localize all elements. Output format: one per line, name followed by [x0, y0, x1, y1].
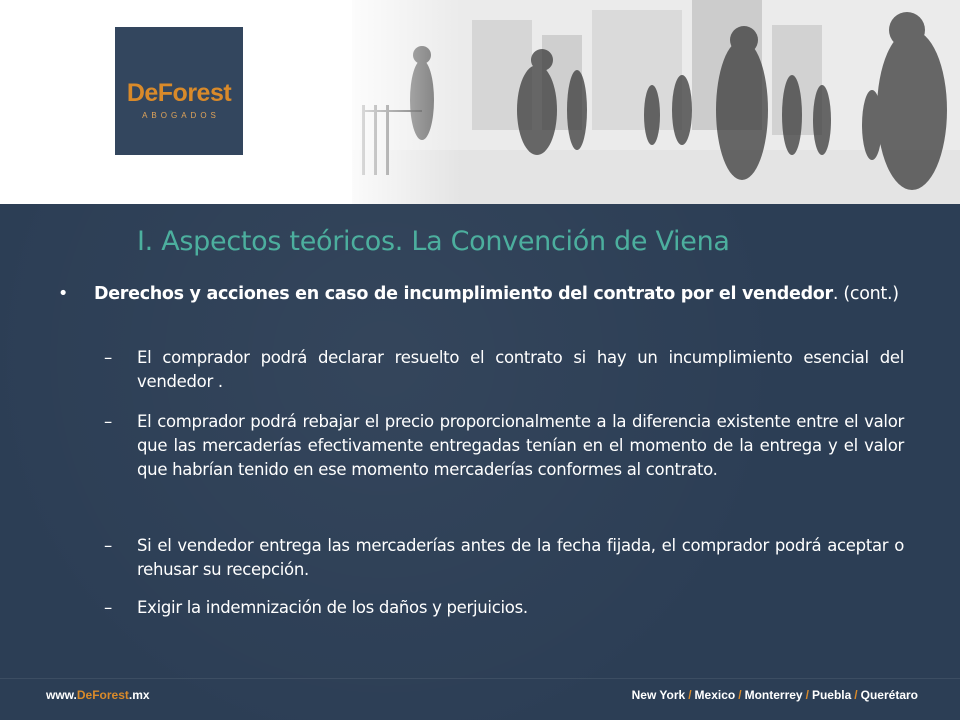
subpoint-1 — [104, 346, 904, 394]
header-band — [0, 0, 960, 204]
footer-divider — [0, 678, 960, 679]
subpoint-text: Exigir la indemnización de los daños y perjuicios. — [137, 598, 528, 617]
dash-marker: – — [104, 598, 112, 617]
subpoint-2 — [104, 410, 904, 482]
logo-name: DeForest — [126, 78, 232, 107]
subpoint-4 — [104, 596, 904, 620]
photo-fade — [352, 0, 960, 204]
footer-website[interactable] — [46, 688, 150, 702]
city-separator: / — [688, 688, 692, 702]
logo-tagline: ABOGADOS — [142, 110, 220, 120]
city-separator: / — [854, 688, 858, 702]
header-photo — [352, 0, 960, 204]
site-suffix: .mx — [128, 688, 150, 702]
city-new-york: New York — [631, 688, 686, 702]
site-brand: DeForest — [76, 688, 129, 702]
dash-marker: – — [104, 412, 112, 431]
footer-cities — [632, 688, 918, 702]
city-puebla: Puebla — [811, 688, 852, 702]
bullet-text — [94, 280, 903, 308]
city-separator: / — [805, 688, 809, 702]
subpoint-text: El comprador podrá declarar resuelto el contrato si hay un incumplimiento esencial del vendedor . — [137, 348, 904, 391]
dash-marker: – — [104, 536, 112, 555]
city-monterrey: Monterrey — [744, 688, 803, 702]
slide-title: I. Aspectos teóricos. La Convención de Viena — [137, 226, 730, 257]
city-mexico: Mexico — [694, 688, 736, 702]
bullet-bold-text: Derechos y acciones en caso de incumplimiento del contrato por el vendedor — [94, 284, 833, 304]
site-prefix: www. — [46, 688, 77, 702]
main-bullet — [58, 280, 903, 308]
bullet-suffix: . (cont.) — [832, 284, 899, 304]
subpoint-text: El comprador podrá rebajar el precio proporcionalmente a la diferencia existente entre el valor que las mercaderías efectivamente entregadas tenían en el momento de la entrega y el valor que habrían tenido en ese momento mercaderías conformes al contrato. — [137, 412, 904, 479]
city-queretaro: Querétaro — [860, 688, 918, 702]
subpoint-text: Si el vendedor entrega las mercaderías antes de la fecha fijada, el comprador podrá aceptar o rehusar su recepción. — [137, 536, 904, 579]
deforest-logo — [115, 27, 243, 155]
dash-marker: – — [104, 348, 112, 367]
bullet-marker: • — [58, 284, 69, 304]
subpoint-3 — [104, 534, 904, 582]
city-separator: / — [738, 688, 742, 702]
